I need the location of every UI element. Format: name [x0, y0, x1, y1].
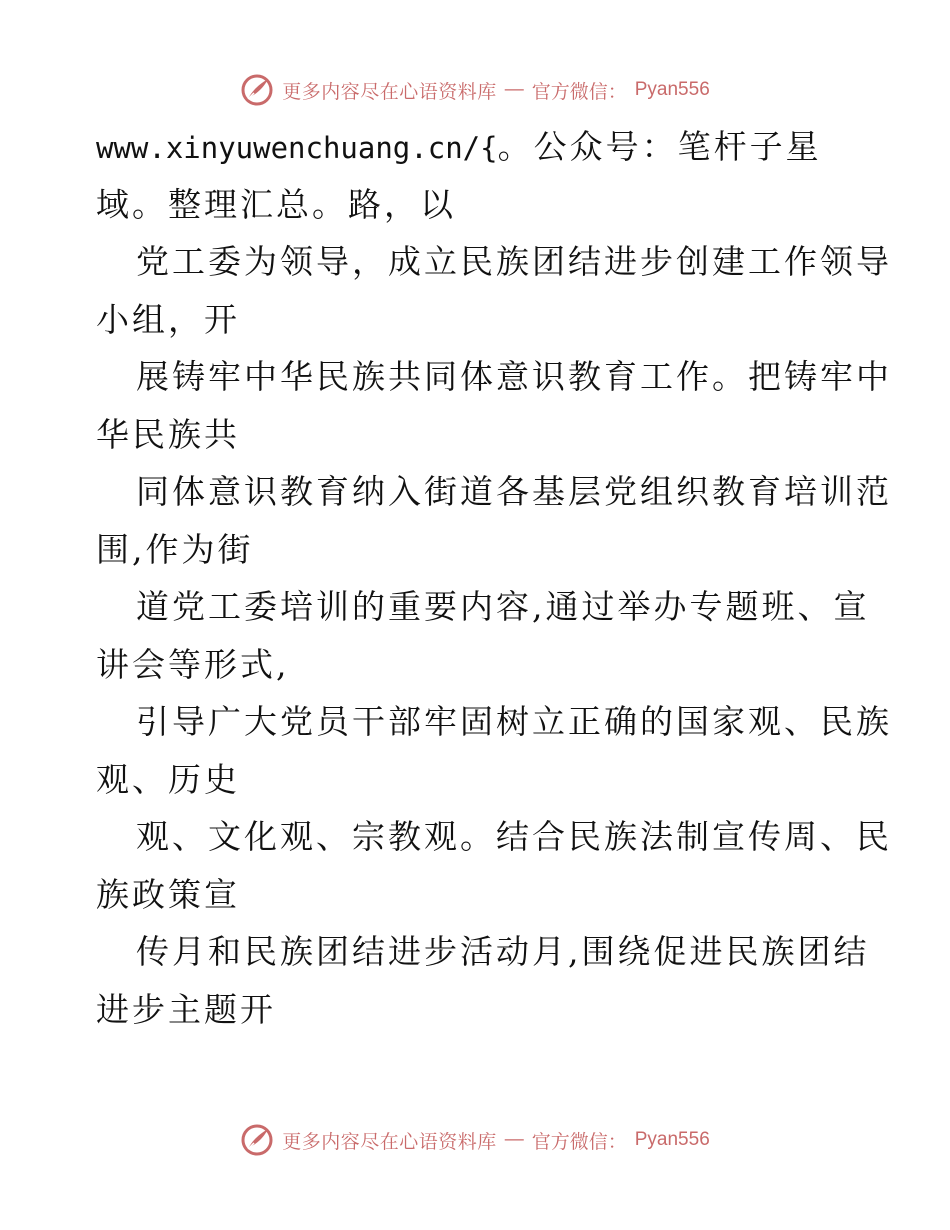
text-line-9: 道党工委培训的重要内容,通过举办专题班、宣 — [136, 587, 870, 626]
text-line-8: 围,作为街 — [96, 529, 254, 569]
text-line-16: 进步主题开 — [96, 989, 276, 1029]
footer-wechat-id: Pyan556 — [634, 1129, 710, 1150]
footer-banner — [0, 1120, 950, 1160]
footer-banner-separator: — — [504, 1129, 524, 1150]
text-line-3: 党工委为领导，成立民族团结进步创建工作领导 — [136, 242, 892, 281]
website-url: www.xinyuwenchuang.cn/{ — [96, 131, 498, 165]
header-wechat-id: Pyan556 — [634, 79, 710, 100]
header-banner — [0, 70, 950, 110]
footer-wechat-label: 官方微信： — [531, 1130, 627, 1153]
header-banner-text: 更多内容尽在心语资料库 — [282, 80, 497, 103]
header-wechat-label: 官方微信： — [531, 80, 627, 103]
text-line-15: 传月和民族团结进步活动月,围绕促进民族团结 — [136, 932, 870, 971]
text-line-10: 讲会等形式, — [96, 644, 290, 684]
text-line-5: 展铸牢中华民族共同体意识教育工作。把铸牢中 — [136, 357, 892, 396]
document-body — [96, 118, 892, 1038]
text-line-1 — [96, 118, 866, 176]
text-line-6: 华民族共 — [96, 414, 240, 454]
text-line-4: 小组，开 — [96, 299, 240, 339]
feather-pen-logo-icon — [240, 73, 274, 107]
text-line-14: 族政策宣 — [96, 874, 240, 914]
text-line-7: 同体意识教育纳入街道各基层党组织教育培训范 — [136, 472, 892, 511]
text-line-1-rest: 。公众号：笔杆子星 — [497, 127, 822, 166]
feather-pen-logo-icon — [240, 1123, 274, 1157]
footer-banner-text: 更多内容尽在心语资料库 — [282, 1130, 497, 1153]
header-banner-separator: — — [504, 79, 524, 100]
text-line-2: 域。整理汇总。路，以 — [96, 184, 456, 224]
text-line-11: 引导广大党员干部牢固树立正确的国家观、民族 — [136, 702, 892, 741]
text-line-13: 观、文化观、宗教观。结合民族法制宣传周、民 — [136, 817, 892, 856]
text-line-12: 观、历史 — [96, 759, 240, 799]
